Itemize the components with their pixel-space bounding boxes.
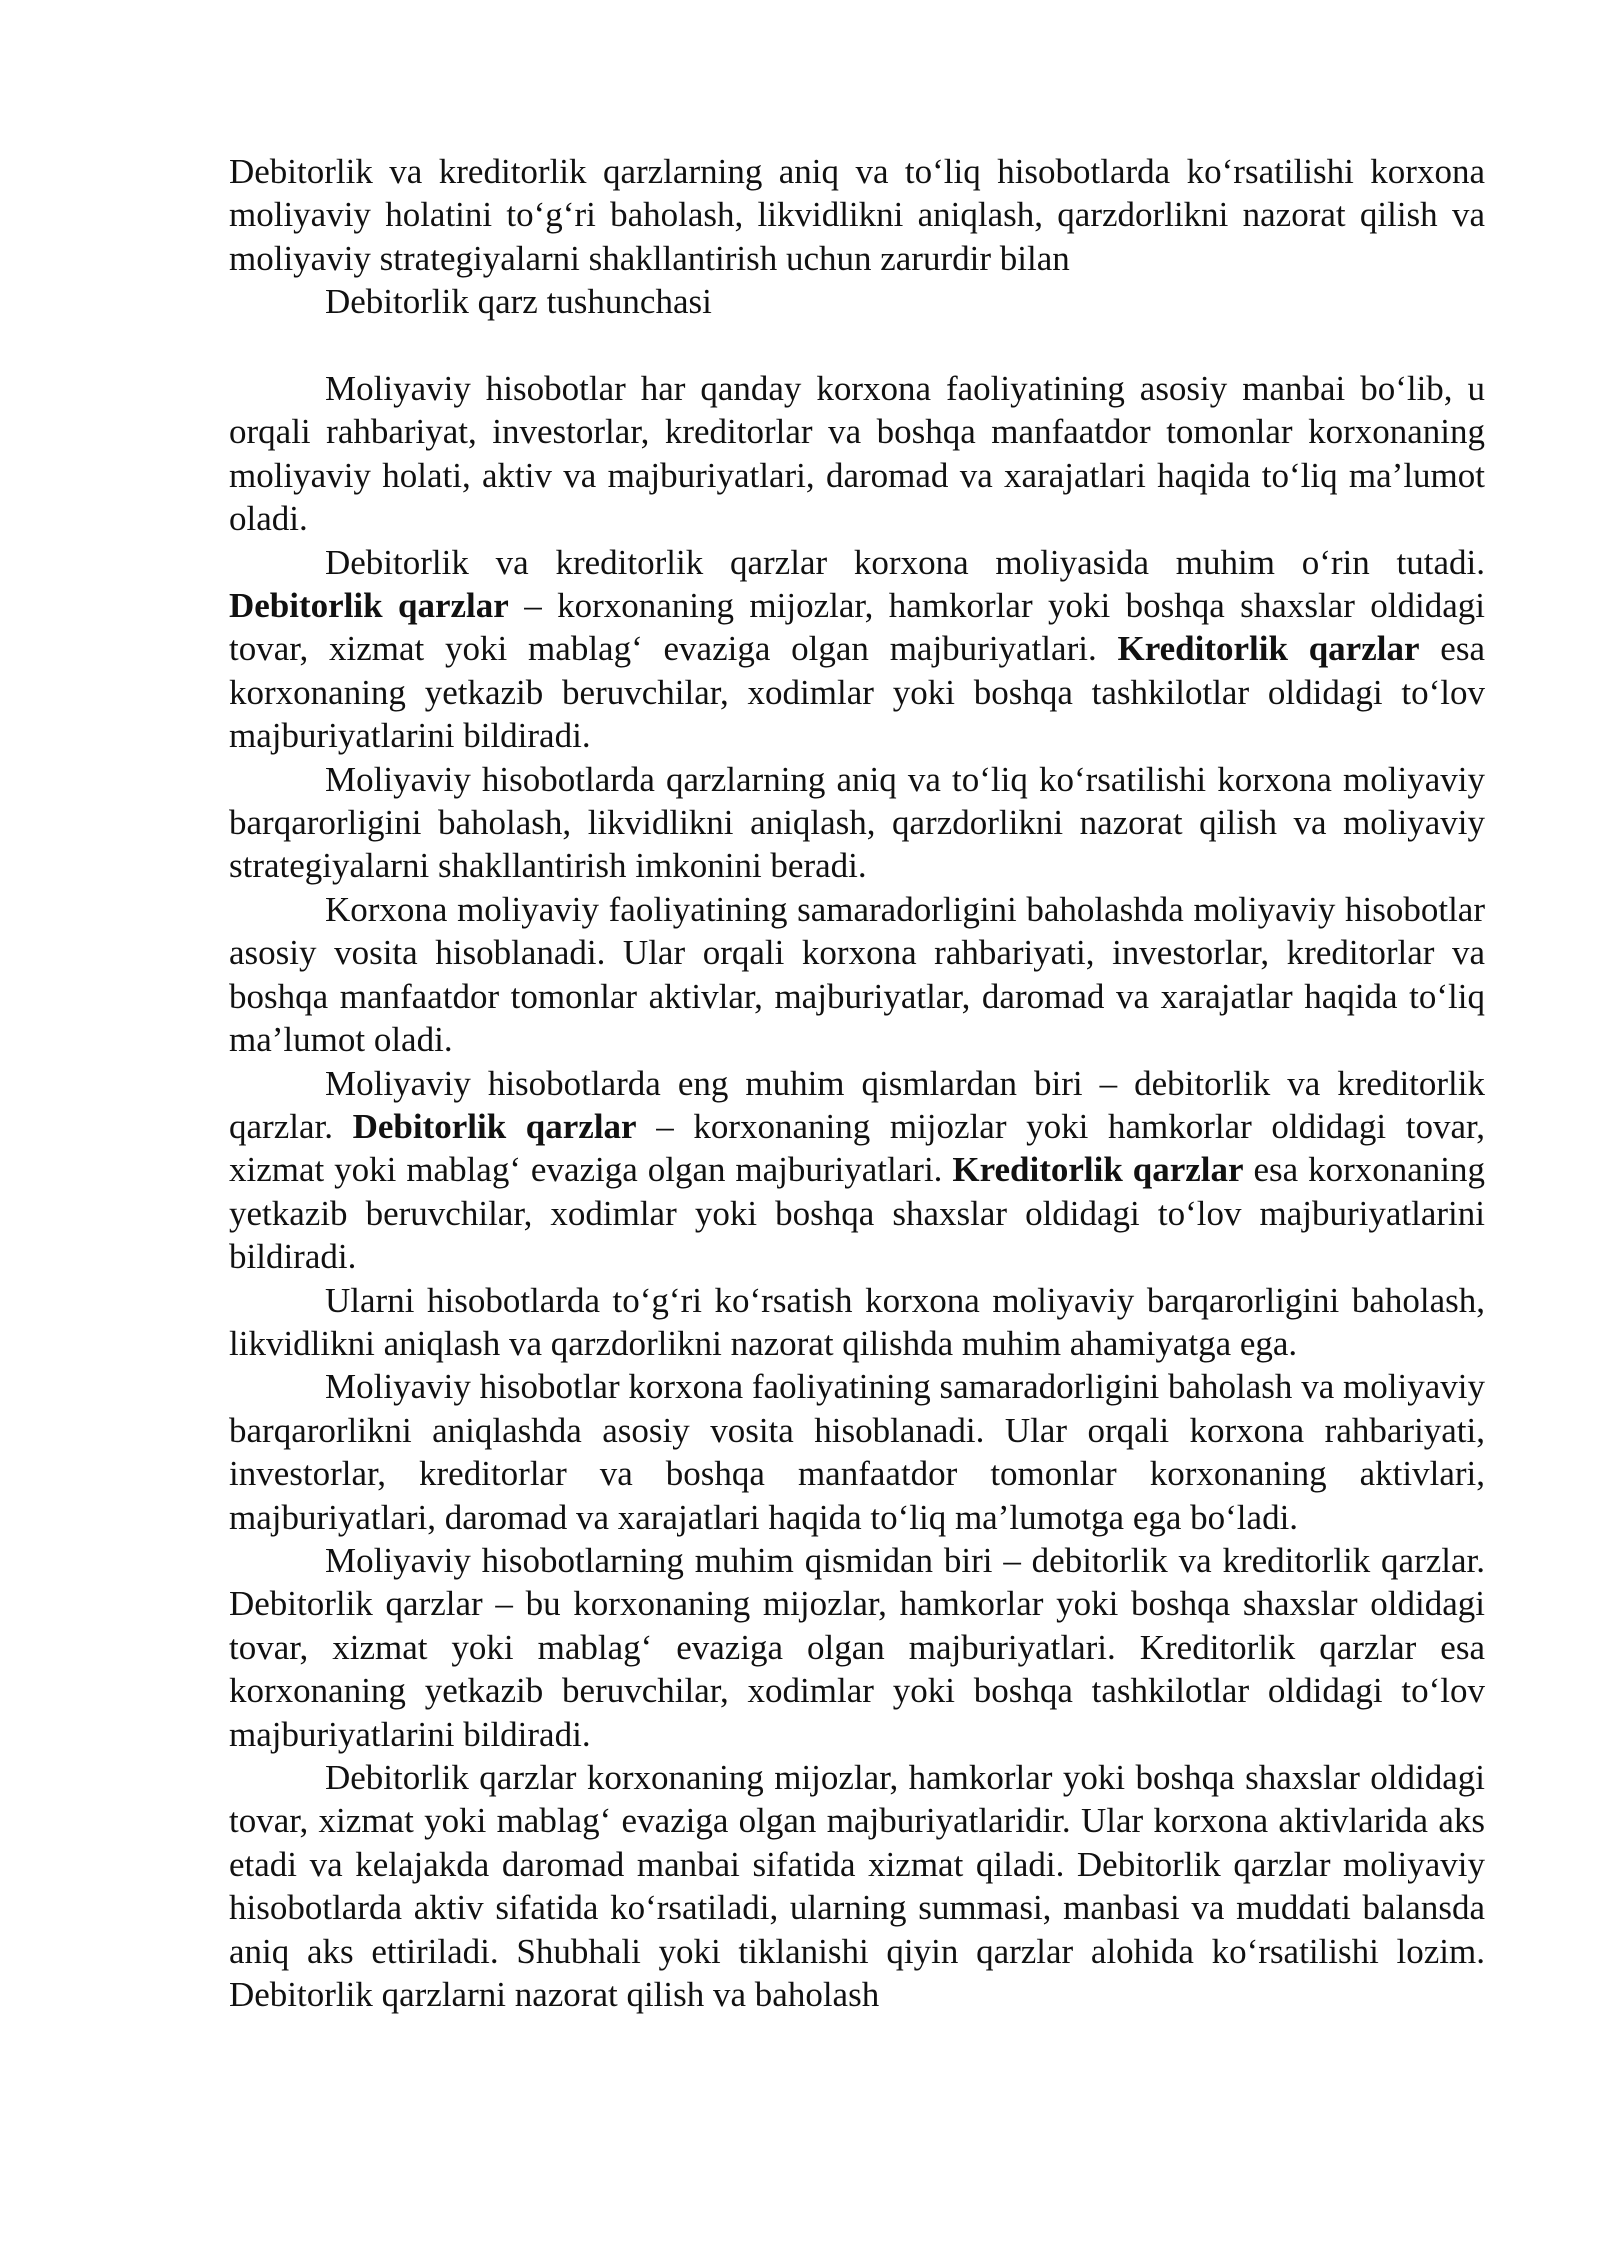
blank-line	[229, 324, 1485, 367]
body-paragraph: Debitorlik qarzlar korxonaning mijozlar, hamkorlar yoki boshqa shaxslar oldidagi tovar, xizmat yoki mablag‘ evaziga olgan majburiyatlaridir. Ular korxona aktivlarida aks etadi va kelajakda daromad manbai sifatida xizmat qiladi. Debitorlik qarzlar moliyaviy hisobotlarda aktiv sifatida ko‘rsatiladi, ularning summasi, manbasi va muddati balansda aniq aks ettiriladi. Shubhali yoki tiklanishi qiyin qarzlar alohida ko‘rsatilishi lozim. Debitorlik qarzlarni nazorat qilish va baholash	[229, 1758, 1485, 2015]
body-paragraph: Korxona moliyaviy faoliyatining samaradorligini baholashda moliyaviy hisobotlar asosiy vosita hisoblanadi. Ular orqali korxona rahbariyati, investorlar, kreditorlar va boshqa manfaatdor tomonlar aktivlar, majburiyatlar, daromad va xarajatlar haqida to‘liq ma’lumot oladi.	[229, 889, 1485, 1060]
document-page	[229, 150, 1485, 2016]
intro-paragraph: Debitorlik va kreditorlik qarzlarning aniq va to‘liq hisobotlarda ko‘rsatilishi korxona moliyaviy holatini to‘g‘ri baholash, likvidlikni aniqlash, qarzdorlikni nazorat qilish va moliyaviy strategiyalarni shakllantirish uchun zarurdir bilan	[229, 152, 1485, 278]
bold-term: Kreditorlik qarzlar	[952, 1150, 1244, 1190]
text-run: esa korxonaning yetkazib beruvchilar, xodimlar yoki boshqa shaxslar oldidagi to‘lov majburiyatlarini bildiradi.	[229, 1150, 1485, 1277]
body-paragraph	[229, 1062, 1485, 1279]
bold-term: Debitorlik qarzlar	[229, 586, 509, 626]
body-paragraph: Moliyaviy hisobotlar har qanday korxona faoliyatining asosiy manbai bo‘lib, u orqali rahbariyat, investorlar, kreditorlar va boshqa manfaatdor tomonlar korxonaning moliyaviy holati, aktiv va majburiyatlari, daromad va xarajatlari haqida to‘liq ma’lumot oladi.	[229, 369, 1485, 539]
body-paragraph: Moliyaviy hisobotlarda qarzlarning aniq va to‘liq ko‘rsatilishi korxona moliyaviy barqarorligini baholash, likvidlikni aniqlash, qarzdorlikni nazorat qilish va moliyaviy strategiyalarni shakllantirish imkonini beradi.	[229, 759, 1485, 886]
body-paragraph: Moliyaviy hisobotlarning muhim qismidan biri – debitorlik va kreditorlik qarzlar. Debitorlik qarzlar – bu korxonaning mijozlar, hamkorlar yoki boshqa shaxslar oldidagi tovar, xizmat yoki mablag‘ evaziga olgan majburiyatlari. Kreditorlik qarzlar esa korxonaning yetkazib beruvchilar, xodimlar yoki boshqa tashkilotlar oldidagi to‘lov majburiyatlarini bildiradi.	[229, 1540, 1485, 1754]
text-run: esa korxonaning yetkazib beruvchilar, xodimlar yoki boshqa tashkilotlar oldidagi to‘lov majburiyatlarini bildiradi.	[229, 629, 1485, 756]
text-run: Debitorlik va kreditorlik qarzlar korxona moliyasida muhim o‘rin tutadi.	[325, 542, 1485, 582]
body-paragraph: Ularni hisobotlarda to‘g‘ri ko‘rsatish korxona moliyaviy barqarorligini baholash, likvidlikni aniqlash va qarzdorlikni nazorat qilishda muhim ahamiyatga ega.	[229, 1280, 1485, 1363]
bold-term: Kreditorlik qarzlar	[1117, 629, 1420, 669]
text-run: Moliyaviy hisobotlarda eng muhim qismlardan biri – debitorlik va kreditorlik qarzlar.	[229, 1063, 1485, 1146]
body-paragraph	[229, 541, 1485, 758]
section-heading: Debitorlik qarz tushunchasi	[325, 282, 712, 322]
text-run: – korxonaning mijozlar yoki hamkorlar oldidagi tovar, xizmat yoki mablag‘ evaziga olgan majburiyatlari.	[229, 1106, 1485, 1190]
bold-term: Debitorlik qarzlar	[352, 1106, 637, 1146]
body-paragraph: Moliyaviy hisobotlar korxona faoliyatining samaradorligini baholash va moliyaviy barqarorlikni aniqlashda asosiy vosita hisoblanadi. Ular orqali korxona rahbariyati, investorlar, kreditorlar va boshqa manfaatdor tomonlar korxonaning aktivlari, majburiyatlari, daromad va xarajatlari haqida to‘liq ma’lumotga ega bo‘ladi.	[229, 1367, 1485, 1537]
text-run: – korxonaning mijozlar, hamkorlar yoki boshqa shaxslar oldidagi tovar, xizmat yoki mablag‘ evaziga olgan majburiyatlari.	[229, 586, 1485, 669]
